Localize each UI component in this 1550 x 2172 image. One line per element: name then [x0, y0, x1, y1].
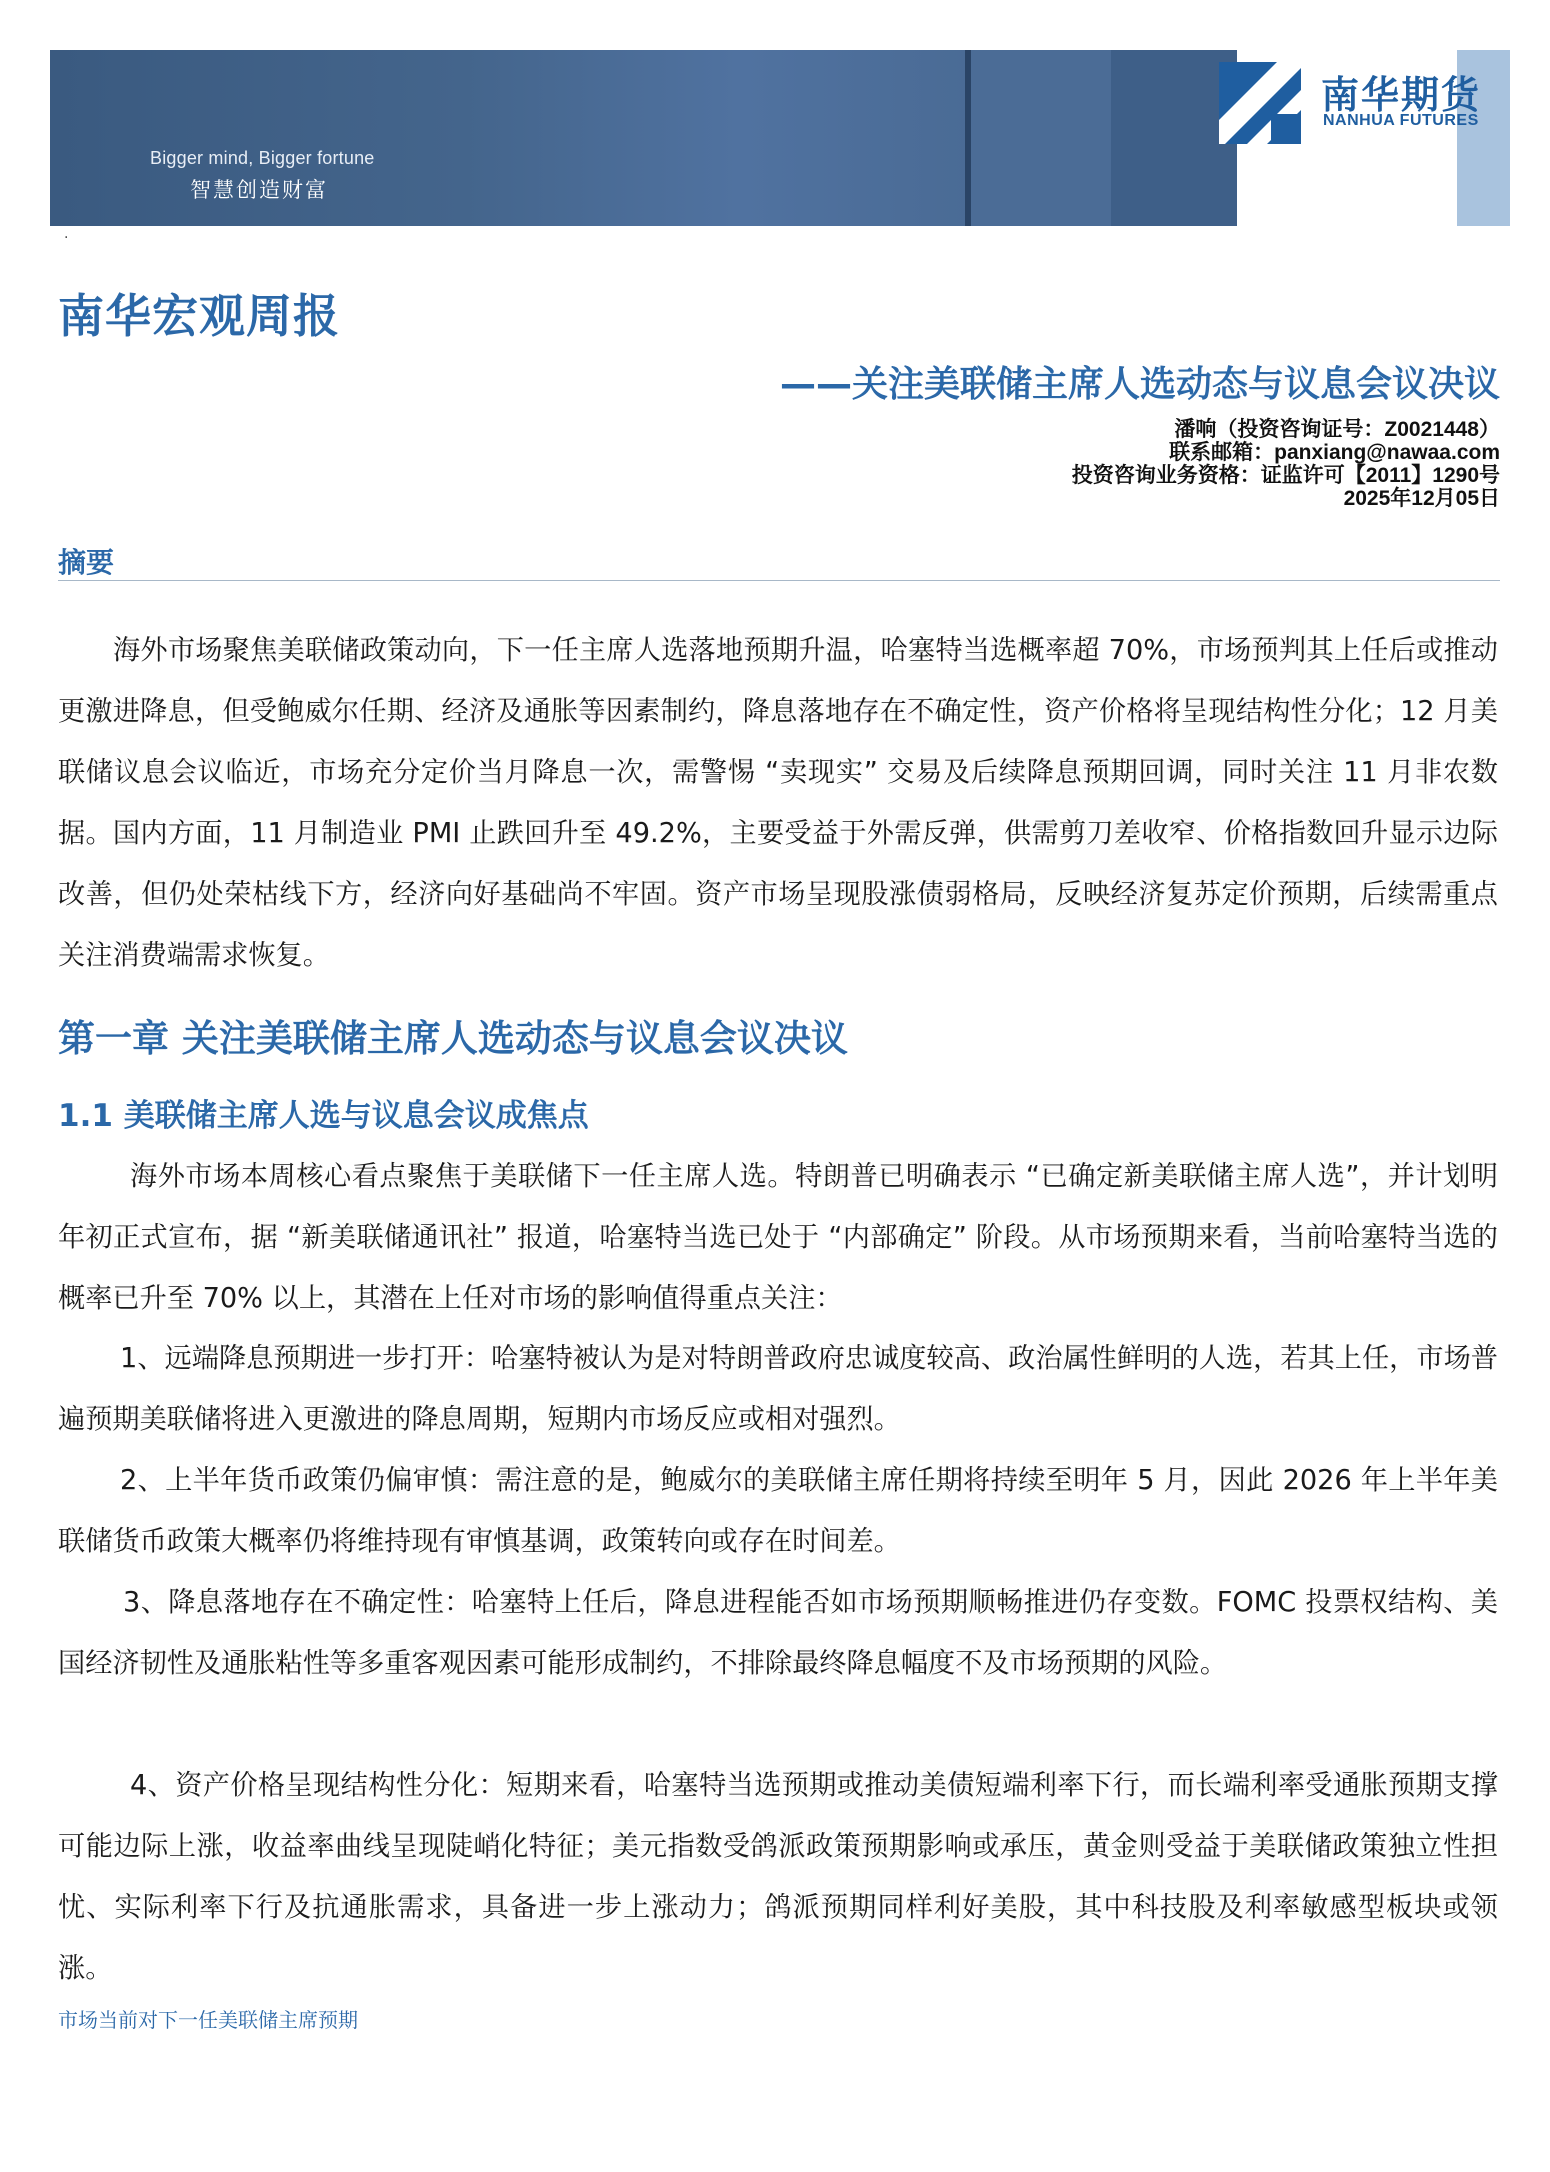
- author-info: [1072, 418, 1500, 510]
- section-title: 1.1 美联储主席人选与议息会议成焦点: [58, 1098, 589, 1134]
- figure-caption: 市场当前对下一任美联储主席预期: [58, 2008, 358, 2032]
- logo-text-en: NANHUA FUTURES: [1323, 112, 1479, 129]
- author-email: 联系邮箱：panxiang@nawaa.com: [1169, 441, 1500, 464]
- abstract-text: 海外市场聚焦美联储政策动向，下一任主席人选落地预期升温，哈塞特当选概率超 70%，市场预判其上任后或推动更激进降息，但受鲍威尔任期、经济及通胀等因素制约，降息落地存在不确定性，资产价格将呈现结构性分化；12 月美联储议息会议临近，市场充分定价当月降息一次，需警惕 “卖现实” 交易及后续降息预期回调，同时关注 11 月非农数据。国内方面，11 月制造业 PMI 止跌回升至 49.2%，主要受益于外需反弹，供需剪刀差收窄、价格指数回升显示边际改善，但仍处荣枯线下方，经济向好基础尚不牢固。资产市场呈现股涨债弱格局，反映经济复苏定价预期，后续需重点关注消费端需求恢复。: [58, 635, 1498, 971]
- list-item: 3、降息落地存在不确定性：哈塞特上任后，降息进程能否如市场预期顺畅推进仍存变数。FOMC 投票权结构、美国经济韧性及通胀粘性等多重客观因素可能形成制约，不排除最终降息幅度不及市场预期的风险。: [58, 1587, 1498, 1679]
- tagline-cn: 智慧创造财富: [190, 178, 328, 202]
- separator-dot: ·: [64, 230, 69, 246]
- heading-divider: [58, 580, 1500, 581]
- list-item: 4、资产价格呈现结构性分化：短期来看，哈塞特当选预期或推动美债短端利率下行，而长端利率受通胀预期支撑可能边际上涨，收益率曲线呈现陡峭化特征；美元指数受鸽派政策预期影响或承压，黄金则受益于美联储政策独立性担忧、实际利率下行及抗通胀需求，具备进一步上涨动力；鸽派预期同样利好美股，其中科技股及利率敏感型板块或领涨。: [58, 1770, 1498, 1984]
- report-title: 南华宏观周报: [58, 289, 340, 343]
- logo-text-cn: 南华期货: [1321, 73, 1482, 117]
- list-item: 1、远端降息预期进一步打开：哈塞特被认为是对特朗普政府忠诚度较高、政治属性鲜明的人选，若其上任，市场普遍预期美联储将进入更激进的降息周期，短期内市场反应或相对强烈。: [58, 1343, 1498, 1435]
- list-item: 2、上半年货币政策仍偏审慎：需注意的是，鲍威尔的美联储主席任期将持续至明年 5 月，因此 2026 年上半年美联储货币政策大概率仍将维持现有审慎基调，政策转向或存在时间差。: [58, 1465, 1498, 1557]
- report-date: 2025年12月05日: [1343, 487, 1500, 510]
- banner-stripe: [971, 50, 1111, 226]
- report-subtitle: ——关注美联储主席人选动态与议息会议决议: [779, 364, 1500, 405]
- section-intro: 海外市场本周核心看点聚焦于美联储下一任主席人选。特朗普已明确表示 “已确定新美联储主席人选”，并计划明年初正式宣布，据 “新美联储通讯社” 报道，哈塞特当选已处于 “内部确定” 阶段。从市场预期来看，当前哈塞特当选的概率已升至 70% 以上，其潜在上任对市场的影响值得重点关注：: [58, 1161, 1498, 1314]
- nanhua-logo-icon: [1219, 62, 1301, 144]
- banner-gradient: [50, 50, 970, 226]
- abstract-heading: 摘要: [58, 546, 115, 579]
- author-name: 潘响（投资咨询证号：Z0021448）: [1174, 418, 1500, 441]
- chapter-title: 第一章 关注美联储主席人选动态与议息会议决议: [58, 1017, 848, 1060]
- company-logo: [1173, 54, 1503, 134]
- tagline-en: Bigger mind, Bigger fortune: [150, 148, 375, 168]
- license-number: 投资咨询业务资格：证监许可【2011】1290号: [1071, 464, 1500, 487]
